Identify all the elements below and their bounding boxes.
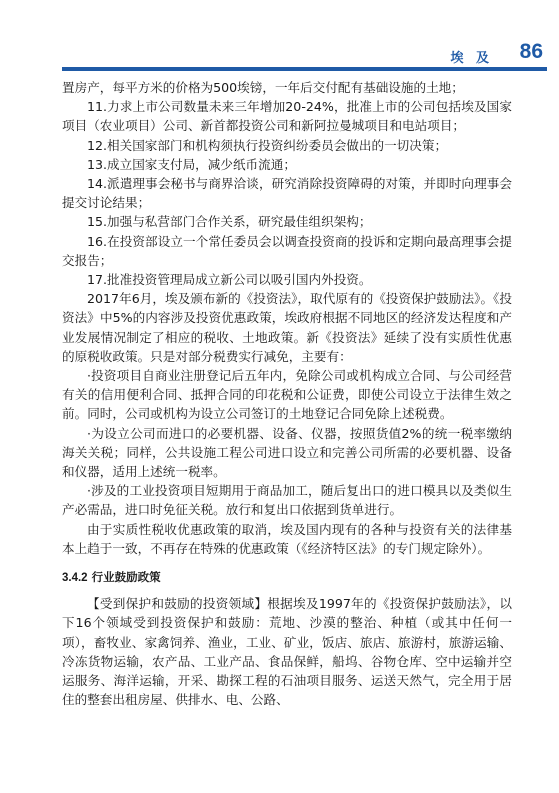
paragraph: 12.相关国家部门和机构须执行投资纠纷委员会做出的一切决策； [87,137,448,153]
paragraph: 15.加强与私营部门合作关系，研究最佳组织架构； [87,214,372,230]
paragraph: 置房产，每平方米的价格为500埃镑，一年后交付配有基础设施的土地； [62,80,464,95]
paragraph: 16.在投资部设立一个常任委员会以调查投资商的投诉和定期向最高理事会提交报告； [62,233,512,268]
page-header [0,0,559,80]
page-body [62,78,512,710]
header-rule [62,67,547,71]
paragraph: 14.派遣理事会秘书与商界洽谈，研究消除投资障碍的对策，并即时向理事会提交讨论结果； [62,176,512,211]
paragraph: 2017年6月，埃及颁布新的《投资法》，取代原有的《投资保护鼓励法》。《投资法》中5%的内容涉及投资优惠政策，埃政府根据不同地区的经济发达程度和产业发展情况制定了相应的税收、土地政策。新《投资法》延续了没有实质性优惠的原税收政策。只是对部分税费实行减免，主要有： [62,291,512,364]
section-number: 3.4.2 [62,572,88,585]
page-number: 86 [519,40,543,63]
header-country: 埃 及 [450,51,493,66]
paragraph: ·投资项目自商业注册登记后五年内，免除公司或机构成立合同、与公司经营有关的信用便利合同、抵押合同的印花税和公证费，即使公司设立于法律生效之前。同时，公司或机构为设立公司签订的土地登记合同免除上述税费。 [62,368,512,422]
section-heading [62,568,512,588]
section-title: 行业鼓励政策 [91,570,161,585]
paragraph: ·为设立公司而进口的必要机器、设备、仪器，按照货值2%的统一税率缴纳海关关税；同样，公共设施工程公司进口设立和完善公司所需的必要机器、设备和仪器，适用上述统一税率。 [62,425,512,480]
paragraph: 11.力求上市公司数量未来三年增加20-24%，批准上市的公司包括埃及国家项目（农业项目）公司、新首都投资公司和新阿拉曼城项目和电站项目； [62,99,512,134]
paragraph: 17.批准投资管理局成立新公司以吸引国内外投资。 [87,272,372,288]
paragraph: 13.成立国家支付局，减少纸币流通； [87,156,296,172]
paragraph: ·涉及的工业投资项目短期用于商品加工，随后复出口的进口模具以及类似生产必需品，进口时免征关税。放行和复出口依据到货单进行。 [62,483,512,518]
paragraph: 由于实质性税收优惠政策的取消，埃及国内现有的各种与投资有关的法律基本上趋于一致，不再存在特殊的优惠政策（《经济特区法》的专门规定除外）。 [62,521,512,556]
paragraph: 【受到保护和鼓励的投资领域】根据埃及1997年的《投资保护鼓励法》，以下16个领域受到投资保护和鼓励：荒地、沙漠的整治、种植（或其中任何一项），畜牧业、家禽饲养、渔业，工业、矿业，饭店、旅店、旅游村，旅游运输、冷冻货物运输，农产品、工业产品、食品保鲜，船坞、谷物仓库、空中运输并空运服务、海洋运输，开采、勘探工程的石油项目服务、运送天然气，完全用于居住的整套出租房屋、供排水、电、公路、 [62,596,512,708]
